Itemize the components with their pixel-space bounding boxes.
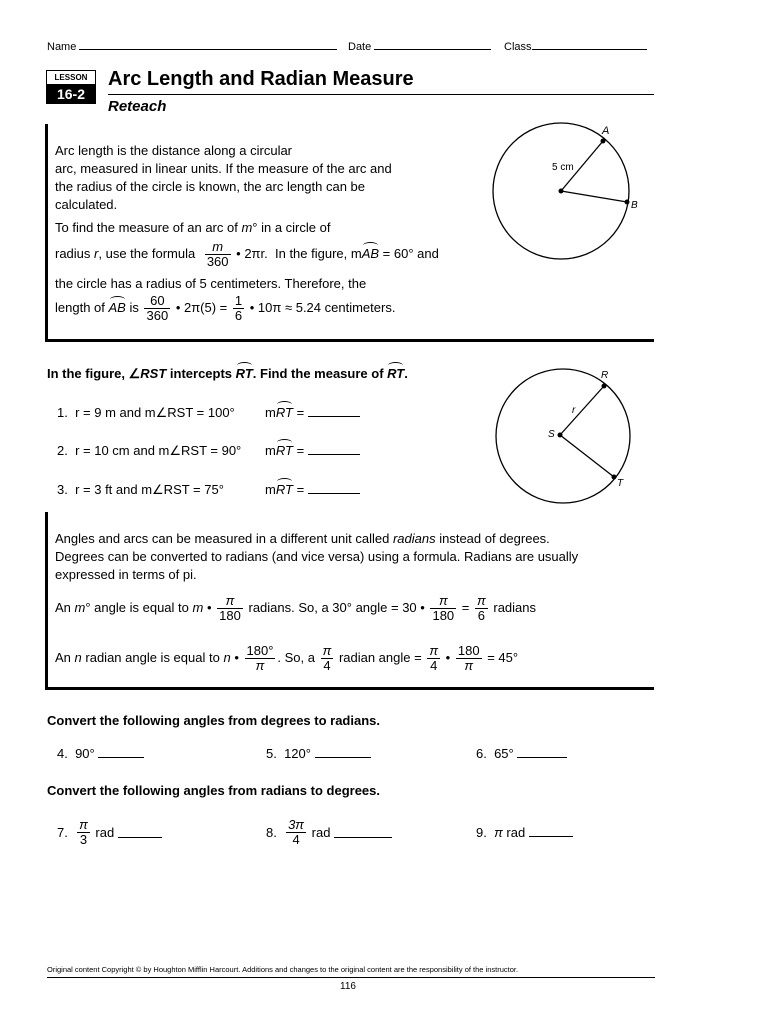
fraction-pi-over-180: $\frac{\pi}{180}$ (432, 593, 455, 623)
radians-intro: Angles and arcs can be measured in a different unit called radians instead of degrees. Degrees can be converted to radians (and vice versa) using a formula. Radians are usually expressed in terms of pi. (55, 531, 579, 582)
point-b (625, 200, 630, 205)
def-line: the radius of the circle is known, the arc length can be (55, 179, 366, 194)
footer-rule (47, 977, 655, 978)
degrees-to-radians-formula: An m° angle is equal to m • $\frac{\pi}{180}$ radians. So, a 30° angle = 30 • $\frac{\pi}{180}$ = $\frac{\pi}{6}$ radians (55, 593, 536, 623)
problem-1-answer[interactable]: mRT = (265, 405, 360, 420)
date-label: Date (348, 41, 372, 53)
problem-3-answer[interactable]: mRT = (265, 482, 360, 497)
radius-segment-st (560, 435, 614, 477)
fraction-pi-over-3: $\frac{\pi}{3}$ (79, 817, 88, 847)
page-title: Arc Length and Radian Measure (108, 68, 414, 90)
label-s: S (548, 429, 555, 440)
circle-figure-ab (490, 120, 650, 270)
fraction-pi-over-4: $\frac{\pi}{4}$ (322, 643, 332, 673)
title-rule (108, 94, 654, 95)
fraction-pi-over-4: $\frac{\pi}{4}$ (429, 643, 439, 673)
label-b: B (631, 200, 638, 211)
date-field[interactable] (348, 40, 491, 53)
problem-6[interactable]: 6. 65° (476, 746, 567, 761)
formula-intro: To find the measure of an arc of m° in a circle of (55, 220, 331, 235)
def-line: calculated. (55, 197, 118, 212)
def-line: Arc length is the distance along a circular (55, 143, 293, 158)
label-t: T (617, 478, 624, 489)
circle-figure-rst (490, 365, 650, 515)
arc-ab: AB (361, 245, 380, 261)
label-radius: 5 cm (552, 162, 574, 173)
page-subtitle: Reteach (108, 98, 167, 115)
problem-7[interactable]: 7. $\frac{\pi}{3}$ rad (57, 818, 162, 847)
radius-segment-b (561, 191, 627, 202)
section-heading-deg-to-rad: Convert the following angles from degrees to radians. (47, 713, 380, 728)
label-r: R (601, 370, 609, 381)
label-radius: r (572, 405, 576, 416)
page-number: 116 (340, 981, 356, 992)
problem-8[interactable]: 8. $\frac{3\pi}{4}$ rad (266, 818, 392, 847)
problem-2: 2. r = 10 cm and m∠RST = 90° (57, 443, 242, 458)
problem-4[interactable]: 4. 90° (57, 746, 144, 761)
fraction-60-over-360: $\frac{60}{360}$ (146, 293, 169, 323)
copyright-notice: Original content Copyright © by Houghton Mifflin Harcourt. Additions and changes to the original content are the responsibility of the instructor. (47, 965, 519, 974)
problem-5[interactable]: 5. 120° (266, 746, 371, 761)
class-label: Class (504, 41, 532, 53)
fraction-m-over-360: $\frac{m}{360}$ (206, 239, 229, 269)
problem-9[interactable]: 9. π rad (476, 825, 573, 840)
arc-length-definition (55, 142, 392, 214)
fraction-180-over-pi: $\frac{180}{\pi}$ (457, 643, 480, 673)
point-t (612, 475, 617, 480)
arc-length-example: length of AB is $\frac{60}{360}$ • 2π(5) = $\frac{1}{6}$ • 10π ≈ 5.24 centimeters. (55, 293, 396, 323)
center-point (559, 189, 564, 194)
lesson-number: 16-2 (47, 84, 95, 104)
lesson-badge (46, 70, 96, 104)
radians-to-degrees-formula: An n radian angle is equal to n • $\frac{180^\circ}{\pi}$ . So, a $\frac{\pi}{4}$ radian angle = $\frac{\pi}{4}$ • $\frac{180}{\pi}$ = 45° (55, 643, 519, 673)
section-heading-rad-to-deg: Convert the following angles from radians to degrees. (47, 783, 380, 798)
name-field[interactable] (47, 40, 337, 53)
fraction-1-over-6: $\frac{1}{6}$ (234, 293, 243, 323)
radius-segment-sr (560, 386, 604, 435)
def-line: arc, measured in linear units. If the measure of the arc and (55, 161, 392, 176)
fraction-pi-over-6: $\frac{\pi}{6}$ (477, 593, 486, 623)
name-label: Name (47, 41, 77, 53)
problem-1: 1. r = 9 m and m∠RST = 100° (57, 405, 235, 420)
formula-line: radius r, use the formula $\frac{m}{360}$ • 2πr. In the figure, mAB = 60° and (55, 239, 439, 269)
point-s (558, 433, 563, 438)
problem-3: 3. r = 3 ft and m∠RST = 75° (57, 482, 224, 497)
problems-intro: In the figure, ∠RST intercepts RT. Find the measure of RT. (47, 366, 408, 381)
fraction-3pi-over-4: $\frac{3\pi}{4}$ (288, 817, 305, 847)
lesson-label: LESSON (54, 73, 88, 82)
circle-outline (496, 369, 630, 503)
label-a: A (602, 125, 610, 137)
fraction-180deg-over-pi: $\frac{180^\circ}{\pi}$ (246, 643, 274, 673)
fraction-pi-over-180: $\frac{\pi}{180}$ (219, 593, 241, 623)
point-a (601, 139, 606, 144)
point-r (602, 384, 607, 389)
problem-2-answer[interactable]: mRT = (265, 443, 360, 458)
radius-statement: the circle has a radius of 5 centimeters. Therefore, the (55, 276, 367, 291)
arc-ab: AB (108, 299, 126, 315)
class-field[interactable] (504, 40, 647, 53)
